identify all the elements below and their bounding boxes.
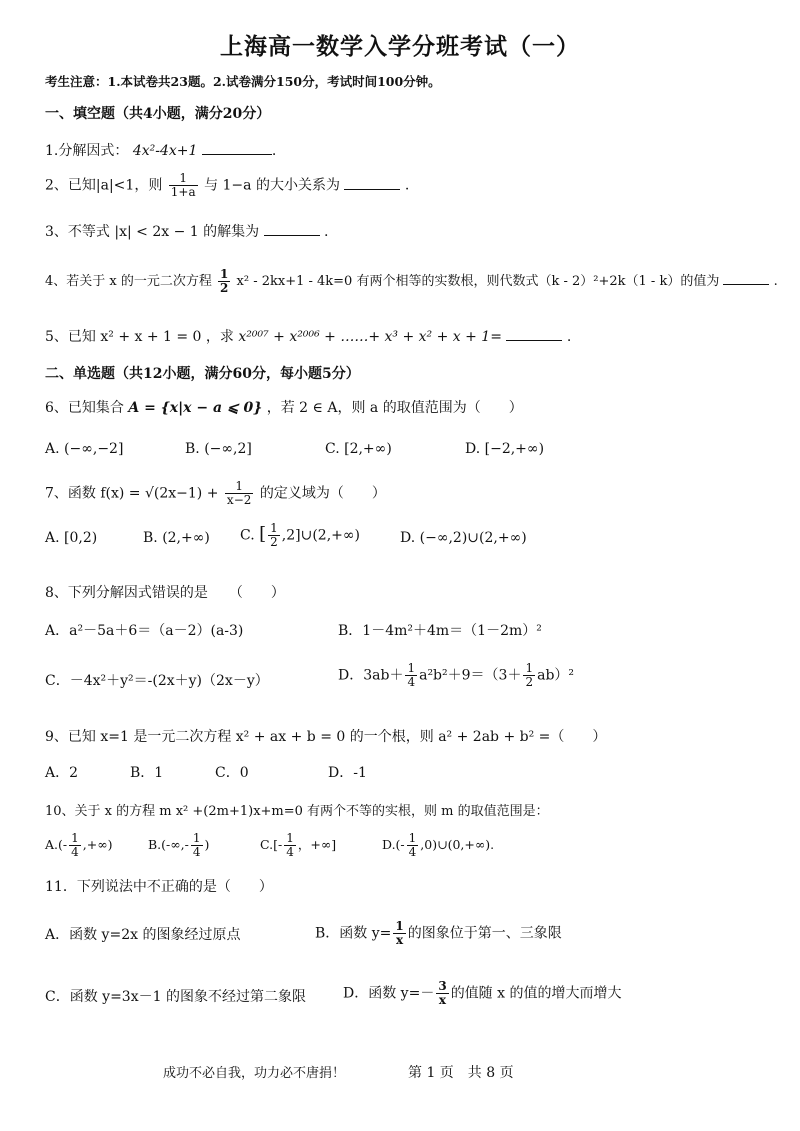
q10-d-pre: D.(- bbox=[382, 837, 405, 852]
q8-option-d[interactable] bbox=[338, 662, 574, 689]
q10-b-pre: B.(-∞,- bbox=[148, 837, 189, 852]
q1-prefix: 1.分解因式： bbox=[45, 143, 129, 159]
q7-c-rest: ,2]∪(2,+∞) bbox=[281, 527, 361, 544]
q3-text: 3、不等式 |x| < 2x − 1 的解集为 bbox=[45, 224, 260, 240]
question-5 bbox=[45, 326, 770, 346]
q10-d-num: 1 bbox=[408, 831, 417, 845]
q7-rest: 的定义域为（ ） bbox=[259, 485, 386, 502]
q6-option-b[interactable]: B. (−∞,2] bbox=[185, 441, 252, 457]
q8-d-prefix: D．3ab＋ bbox=[338, 667, 404, 684]
q7-c-prefix: C. bbox=[240, 527, 255, 544]
q7-fraction bbox=[225, 480, 253, 507]
q6-set: A = {x|x − a ⩽ 0} bbox=[128, 400, 263, 416]
q10-d-den: 4 bbox=[408, 845, 417, 859]
q8-d-mid: a²b²＋9＝（3＋ bbox=[419, 667, 522, 684]
q7-c-frac-den: 2 bbox=[270, 535, 278, 549]
q1-answer-blank[interactable] bbox=[202, 142, 272, 155]
q10-a-frac bbox=[69, 832, 81, 859]
question-6 bbox=[45, 397, 770, 417]
q11-option-d[interactable] bbox=[343, 980, 621, 1007]
q4-end: . bbox=[773, 274, 778, 289]
q5-answer-blank[interactable] bbox=[506, 328, 562, 341]
q8-option-b[interactable]: B．1－4m²＋4m＝（1－2m）² bbox=[338, 623, 542, 639]
page-number: 第 1 页 共 8 页 bbox=[408, 1065, 514, 1081]
q10-c-frac bbox=[284, 832, 296, 859]
q3-answer-blank[interactable] bbox=[264, 223, 320, 236]
q6-option-a[interactable]: A. (−∞,−2] bbox=[45, 441, 124, 457]
q11-b-den: x bbox=[395, 933, 404, 947]
section-heading-fill: 一、填空题（共4小题，满分20分） bbox=[45, 106, 271, 122]
q11-b-pre: B．函数 y= bbox=[315, 925, 392, 942]
q7-prefix: 7、函数 f(x) = √(2x−1) + bbox=[45, 485, 219, 502]
question-10: 10、关于 x 的方程 m x² +(2m+1)x+m=0 有两个不等的实根，则 m 的取值范围是： bbox=[45, 804, 549, 819]
q2-fraction bbox=[169, 172, 198, 199]
q8-d-frac2-den: 2 bbox=[525, 675, 534, 689]
q10-option-d[interactable] bbox=[382, 832, 494, 859]
q10-c-pre: C.[- bbox=[260, 837, 283, 852]
section-heading-choice: 二、单选题（共12小题，满分60分，每小题5分） bbox=[45, 366, 360, 382]
q9-option-d[interactable]: D．-1 bbox=[328, 765, 367, 781]
question-1: 1.分解因式： 4x²-4x+1 . bbox=[45, 143, 277, 159]
q10-c-num: 1 bbox=[286, 831, 294, 845]
question-4 bbox=[45, 267, 778, 295]
q10-c-den: 4 bbox=[286, 845, 294, 859]
question-8: 8、下列分解因式错误的是 （ ） bbox=[45, 585, 285, 601]
q7-c-fraction bbox=[268, 522, 280, 549]
q10-option-c[interactable] bbox=[260, 832, 336, 859]
q10-a-den: 4 bbox=[71, 845, 79, 859]
q7-option-c[interactable]: C. [ $\frac{1}{2}$ ,2]∪(2,+∞) bbox=[240, 521, 361, 549]
q7-c-frac-num: 1 bbox=[270, 521, 278, 535]
q5-expression: x²⁰⁰⁷ + x²⁰⁰⁶ + ……+ x³ + x² + x + 1= bbox=[238, 329, 502, 345]
q2-prefix: 2、已知|a|<1，则 bbox=[45, 177, 163, 194]
q11-option-b[interactable] bbox=[315, 920, 562, 947]
q3-end: . bbox=[324, 224, 329, 240]
q11-b-post: 的图象位于第一、三象限 bbox=[407, 925, 562, 942]
q8-d-end: ab）² bbox=[537, 667, 575, 684]
q10-b-num: 1 bbox=[192, 831, 201, 845]
q4-fraction bbox=[218, 268, 230, 295]
q6-option-c[interactable]: C. [2,+∞) bbox=[325, 441, 392, 457]
q4-answer-blank[interactable] bbox=[723, 272, 769, 285]
q8-d-frac2-num: 1 bbox=[525, 661, 534, 675]
q10-a-post: ,+∞) bbox=[82, 837, 113, 852]
q4-frac-num: 1 bbox=[220, 267, 229, 281]
q11-d-post: 的值随 x 的值的增大而增大 bbox=[450, 985, 622, 1002]
question-11: 11．下列说法中不正确的是（ ） bbox=[45, 879, 273, 895]
question-3 bbox=[45, 221, 770, 241]
question-2 bbox=[45, 172, 770, 199]
q7-option-b[interactable]: B. (2,+∞) bbox=[143, 530, 210, 546]
q2-answer-blank[interactable] bbox=[344, 177, 400, 190]
footer-motto: 成功不必自我，功力必不唐捐！ bbox=[163, 1066, 346, 1081]
q8-option-c[interactable]: C．－4x²＋y²＝-(2x＋y)（2x－y） bbox=[45, 673, 269, 689]
q10-d-post: ,0)∪(0,+∞). bbox=[420, 837, 495, 852]
q7-option-a[interactable]: A. [0,2) bbox=[45, 530, 98, 546]
q11-option-c[interactable]: C．函数 y=3x－1 的图象不经过第二象限 bbox=[45, 989, 306, 1005]
question-7 bbox=[45, 480, 770, 507]
q10-b-frac bbox=[191, 832, 203, 859]
page-title: 上海高一数学入学分班考试（一） bbox=[220, 33, 580, 60]
q2-frac-den: 1+a bbox=[170, 185, 196, 199]
q10-a-num: 1 bbox=[71, 831, 79, 845]
q9-option-c[interactable]: C．0 bbox=[215, 765, 249, 781]
q4-rest: x² - 2kx+1 - 4k=0 有两个相等的实数根，则代数式（k - 2）²+2k（1 - k）的值为 bbox=[236, 274, 720, 289]
q4-prefix: 4、若关于 x 的一元二次方程 bbox=[45, 274, 212, 289]
q10-c-post: ，+∞] bbox=[297, 837, 337, 852]
q9-option-a[interactable]: A．2 bbox=[45, 765, 79, 781]
q2-frac-num: 1 bbox=[169, 172, 198, 186]
q2-end: . bbox=[404, 177, 410, 194]
q6-prefix: 6、已知集合 bbox=[45, 400, 124, 416]
q10-d-frac bbox=[407, 832, 419, 859]
q7-frac-den: x−2 bbox=[226, 493, 252, 507]
question-9: 9、已知 x=1 是一元二次方程 x² + ax + b = 0 的一个根，则 a² + 2ab + b² =（ ） bbox=[45, 729, 607, 745]
q8-d-frac1-num: 1 bbox=[407, 661, 416, 675]
q8-d-frac2 bbox=[523, 662, 535, 689]
q11-b-frac bbox=[393, 920, 405, 947]
q10-option-b[interactable] bbox=[148, 832, 209, 859]
q7-option-d[interactable]: D. (−∞,2)∪(2,+∞) bbox=[400, 530, 527, 546]
q10-option-a[interactable] bbox=[45, 832, 113, 859]
q8-d-frac1 bbox=[405, 662, 417, 689]
q5-prefix: 5、已知 x² + x + 1 = 0 ，求 bbox=[45, 329, 239, 345]
exam-notice: 考生注意：1.本试卷共23题。2.试卷满分150分，考试时间100分钟。 bbox=[45, 74, 441, 89]
q11-d-den: x bbox=[438, 993, 447, 1007]
q6-rest: ，若 2 ∈ A，则 a 的取值范围为（ ） bbox=[266, 400, 523, 416]
q11-d-frac bbox=[436, 980, 448, 1007]
q9-option-b[interactable]: B．1 bbox=[130, 765, 164, 781]
q11-d-num: 3 bbox=[438, 979, 447, 993]
q4-frac-den: 2 bbox=[220, 281, 229, 295]
q2-middle: 与 1−a 的大小关系为 bbox=[204, 177, 340, 194]
q8-option-a[interactable]: A．a²－5a＋6＝（a－2）(a-3) bbox=[45, 623, 244, 639]
q11-option-a[interactable]: A．函数 y=2x 的图象经过原点 bbox=[45, 927, 241, 943]
q6-option-d[interactable]: D. [−2,+∞) bbox=[465, 441, 545, 457]
q11-d-pre: D．函数 y=－ bbox=[343, 985, 435, 1002]
q8-d-frac1-den: 4 bbox=[407, 675, 416, 689]
q1-expression: 4x²-4x+1 bbox=[132, 143, 198, 159]
q10-b-post: ) bbox=[204, 837, 210, 852]
q11-b-num: 1 bbox=[395, 919, 404, 933]
q7-frac-num: 1 bbox=[225, 480, 253, 494]
q5-end: . bbox=[566, 329, 572, 345]
q10-a-pre: A.(- bbox=[45, 837, 68, 852]
q10-b-den: 4 bbox=[192, 845, 201, 859]
